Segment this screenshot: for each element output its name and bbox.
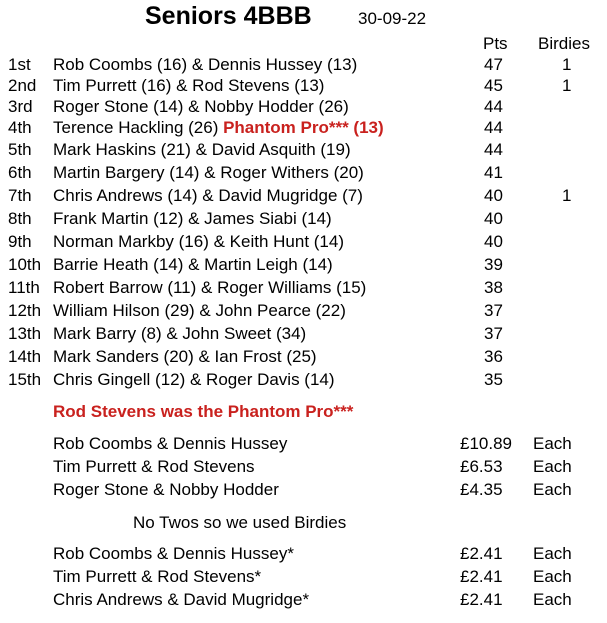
table-row [0, 324, 607, 346]
prize-amount: £6.53 [460, 457, 503, 476]
table-row [0, 186, 607, 208]
pair-names: Rob Coombs (16) & Dennis Hussey (13) [53, 55, 358, 74]
pair-names: Mark Barry (8) & John Sweet (34) [53, 324, 307, 343]
prize-each: Each [533, 590, 572, 609]
prize-each: Each [533, 567, 572, 586]
position: 1st [8, 55, 31, 74]
page-title: Seniors 4BBB [145, 2, 312, 30]
pair-names: Norman Markby (16) & Keith Hunt (14) [53, 232, 344, 251]
table-row [0, 163, 607, 185]
prize-row [0, 590, 607, 612]
table-row [0, 255, 607, 277]
prize-pair: Tim Purrett & Rod Stevens* [53, 567, 262, 586]
points: 36 [484, 347, 503, 366]
position: 4th [8, 118, 32, 137]
pair-names: Robert Barrow (11) & Roger Williams (15) [53, 278, 367, 297]
table-row [0, 76, 607, 98]
table-row [0, 370, 607, 392]
position: 2nd [8, 76, 37, 95]
prize-row [0, 480, 607, 502]
table-row [0, 118, 607, 140]
phantom-pro-label: Phantom Pro*** (13) [223, 118, 384, 137]
position: 14th [8, 347, 42, 366]
position: 5th [8, 140, 32, 159]
prize-each: Each [533, 457, 572, 476]
prize-pair: Rob Coombs & Dennis Hussey [53, 434, 288, 453]
prize-each: Each [533, 544, 572, 563]
position: 7th [8, 186, 32, 205]
phantom-pro-note: Rod Stevens was the Phantom Pro*** [53, 402, 354, 421]
points: 44 [484, 97, 503, 116]
pair-names [53, 118, 384, 138]
points: 44 [484, 118, 503, 137]
pair-names: Roger Stone (14) & Nobby Hodder (26) [53, 97, 349, 116]
prize-row [0, 434, 607, 456]
pair-names: Mark Sanders (20) & Ian Frost (25) [53, 347, 317, 366]
pair-names: Mark Haskins (21) & David Asquith (19) [53, 140, 351, 159]
table-row [0, 55, 607, 77]
prize-pair: Roger Stone & Nobby Hodder [53, 480, 279, 499]
points: 40 [484, 186, 503, 205]
position: 12th [8, 301, 42, 320]
prize-amount: £2.41 [460, 544, 503, 563]
prize-amount: £2.41 [460, 590, 503, 609]
points: 40 [484, 209, 503, 228]
player-name: Terence Hackling (26) [53, 118, 224, 137]
table-row [0, 278, 607, 300]
position: 13th [8, 324, 42, 343]
birdies: 1 [562, 186, 572, 205]
position: 6th [8, 163, 32, 182]
prize-row [0, 567, 607, 589]
birdies: 1 [562, 76, 572, 95]
pair-names: Frank Martin (12) & James Siabi (14) [53, 209, 332, 228]
table-row [0, 140, 607, 162]
points: 39 [484, 255, 503, 274]
points: 37 [484, 301, 503, 320]
birdies: 1 [562, 55, 572, 74]
twos-note: No Twos so we used Birdies [133, 513, 347, 532]
prize-row [0, 544, 607, 566]
prize-row [0, 457, 607, 479]
prize-amount: £10.89 [460, 434, 512, 453]
pair-names: Chris Andrews (14) & David Mugridge (7) [53, 186, 363, 205]
position: 9th [8, 232, 32, 251]
table-row [0, 232, 607, 254]
points: 40 [484, 232, 503, 251]
prize-pair: Rob Coombs & Dennis Hussey* [53, 544, 294, 563]
event-date: 30-09-22 [358, 9, 427, 28]
prize-each: Each [533, 480, 572, 499]
table-row [0, 97, 607, 119]
points: 45 [484, 76, 503, 95]
points: 37 [484, 324, 503, 343]
pair-names: Barrie Heath (14) & Martin Leigh (14) [53, 255, 333, 274]
prize-amount: £2.41 [460, 567, 503, 586]
pair-names: William Hilson (29) & John Pearce (22) [53, 301, 346, 320]
prize-each: Each [533, 434, 572, 453]
birdies-column-header: Birdies [538, 34, 590, 53]
pair-names: Martin Bargery (14) & Roger Withers (20) [53, 163, 364, 182]
pair-names: Tim Purrett (16) & Rod Stevens (13) [53, 76, 325, 95]
table-row [0, 347, 607, 369]
position: 10th [8, 255, 42, 274]
prize-amount: £4.35 [460, 480, 503, 499]
pts-column-header: Pts [483, 34, 508, 53]
prize-pair: Tim Purrett & Rod Stevens [53, 457, 255, 476]
table-row [0, 209, 607, 231]
prize-pair: Chris Andrews & David Mugridge* [53, 590, 310, 609]
table-row [0, 301, 607, 323]
points: 38 [484, 278, 503, 297]
points: 44 [484, 140, 503, 159]
points: 35 [484, 370, 503, 389]
position: 3rd [8, 97, 33, 116]
points: 47 [484, 55, 503, 74]
position: 15th [8, 370, 42, 389]
position: 8th [8, 209, 32, 228]
points: 41 [484, 163, 503, 182]
pair-names: Chris Gingell (12) & Roger Davis (14) [53, 370, 335, 389]
position: 11th [8, 278, 40, 297]
